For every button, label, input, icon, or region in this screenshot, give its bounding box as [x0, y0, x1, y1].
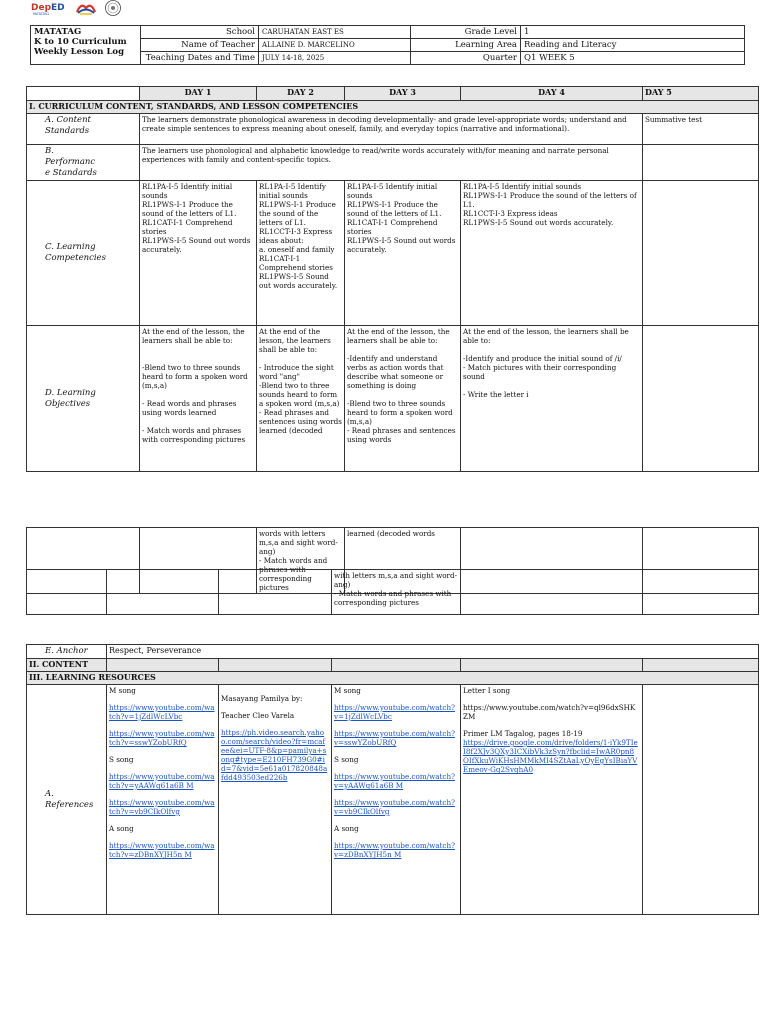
reference-text: Primer LM Tagalog, pages 18-19 — [463, 729, 583, 738]
cont-day2: words with letters m,s,a and sight word-ang) - Match words and phrases with corresponding pictures — [257, 528, 345, 594]
header-table — [30, 25, 745, 65]
reference-text — [109, 721, 216, 729]
competencies-day5 — [643, 181, 759, 326]
reference-link[interactable]: https://drive.google.com/drive/folders/1-iYk9TIeI8f2XJv3QXy3ICXibVk3zSyn?fbclid=IwAR0pn8OIfXkuWiKHsHMMkMI4SZtAaLyOyEgYsIBiaYVEmeov-Gq2SvqhA0 — [463, 738, 638, 774]
reference-text — [221, 720, 329, 728]
reference-link[interactable]: https://www.youtube.com/watch?v=sswYZobURfQ — [109, 729, 215, 747]
reference-link[interactable]: https://www.youtube.com/watch?v=sswYZobURfQ — [334, 729, 455, 747]
reference-text — [109, 816, 216, 824]
cont2-day2 — [219, 570, 332, 615]
area-label: Learning Area — [411, 39, 521, 52]
government-seal-icon — [102, 0, 124, 16]
quarter-label: Quarter — [411, 52, 521, 65]
cont-day3: learned (decoded words — [345, 528, 461, 594]
competencies-day2: RL1PA-I-5 Identify initial sounds RL1PWS-I-1 Produce the sound of the letters of L1. RL1CCT-I-3 Express ideas about: a. oneself and family RL1CAT-I-1 Comprehend stories RL1PWS-I-5 Sound out words accurately. — [257, 181, 345, 326]
reference-text: Letter I song — [463, 686, 511, 695]
day-4-header: DAY 4 — [461, 87, 643, 101]
teacher-value: ALLAINE D. MARCELINO — [259, 39, 411, 52]
day5-summative-test: Summative test — [643, 114, 759, 145]
title-line-2: K to 10 Curriculum — [34, 37, 127, 47]
objectives-day4: At the end of the lesson, the learners shall be able to: -Identify and produce the initial sound of /i/ - Match pictures with their corresponding sound - Write the letter i — [461, 326, 643, 472]
quarter-value: Q1 WEEK 5 — [521, 52, 745, 65]
school-value: CARUHATAN EAST ES — [259, 26, 411, 39]
reference-text: A song — [334, 824, 359, 833]
reference-text — [463, 721, 640, 729]
reference-link[interactable]: https://www.youtube.com/watch?v=vb9CIkOlfvg — [334, 798, 455, 816]
reference-text — [109, 747, 216, 755]
teacher-label: Name of Teacher — [141, 39, 259, 52]
reference-text — [334, 816, 458, 824]
objectives-day1: At the end of the lesson, the learners shall be able to: -Blend two to three sounds heard to form a spoken word (m,s,a) - Read words and phrases using words learned - Match words and phrases with corresponding pictures — [140, 326, 257, 472]
content-day3 — [332, 659, 461, 672]
reference-text: M song — [334, 686, 361, 695]
section-curriculum-heading: I. CURRICULUM CONTENT, STANDARDS, AND LESSON COMPETENCIES — [27, 101, 759, 114]
day-1-header: DAY 1 — [140, 87, 257, 101]
cont2-day1 — [107, 570, 219, 615]
performance-standards-day5 — [643, 145, 759, 181]
content-day5 — [643, 659, 759, 672]
reference-text — [109, 833, 216, 841]
references-day1 — [107, 685, 219, 915]
performance-standards-text: The learners use phonological and alphabetic knowledge to read/write words accurately with/for meaning and narrate personal experiences with family and content-specific topics. — [140, 145, 643, 181]
resources-table — [26, 644, 759, 915]
objectives-day2: At the end of the lesson, the learners shall be able to: - Introduce the sight word "ang" -Blend two to three sounds heard to form a spoken word (m,s,a) - Read phrases and sentences using words learned (decoded — [257, 326, 345, 472]
cont2-day3: with letters m,s,a and sight word-ang) - Match words and phrases with corresponding pictures — [332, 570, 461, 615]
section-content-heading: II. CONTENT — [27, 659, 107, 672]
references-day2 — [219, 685, 332, 915]
title-line-1: MATATAG — [34, 27, 82, 37]
reference-text: Teacher Cleo Varela — [221, 711, 295, 720]
content-standards-label: A. Content Standards — [27, 114, 140, 145]
reference-text: Masayang Pamilya by: — [221, 694, 303, 703]
svg-text:DepED: DepED — [31, 3, 65, 13]
day-5-header: DAY 5 — [643, 87, 759, 101]
content-standards-text: The learners demonstrate phonological awareness in decoding developmentally- and grade level-appropriate words; understand and create simple sentences to express meaning about oneself, family, and everyday topics (narrative and informational). — [140, 114, 643, 145]
svg-text:MATATAG: MATATAG — [33, 12, 50, 16]
cont2-day4 — [461, 570, 643, 615]
objectives-day5 — [643, 326, 759, 472]
reference-text: S song — [334, 755, 359, 764]
reference-text — [334, 695, 458, 703]
reference-link[interactable]: https://www.youtube.com/watch?v=yAAWq61a6B M — [334, 772, 455, 790]
reference-link[interactable]: https://ph.video.search.yahoo.com/search/video?fr=mcafee&ei=UTF-8&p=pamilya+song#type=E210FH739G0#id=7&vid=5e61a017820848afdd493503ed226b — [221, 728, 328, 782]
references-day5 — [643, 685, 759, 915]
reference-text — [109, 764, 216, 772]
dates-value: JULY 14-18, 2025 — [259, 52, 411, 65]
learning-competencies-label: C. Learning Competencies — [27, 181, 140, 326]
reference-link[interactable]: https://www.youtube.com/watch?v=1jZdlWcLVbc — [109, 703, 215, 721]
reference-text: S song — [109, 755, 134, 764]
reference-text: M song — [109, 686, 136, 695]
cont2-day5 — [643, 570, 759, 615]
dates-label: Teaching Dates and Time — [141, 52, 259, 65]
reference-text — [221, 686, 329, 694]
content-day2 — [219, 659, 332, 672]
references-day4 — [461, 685, 643, 915]
competencies-day3: RL1PA-I-5 Identify initial sounds RL1PWS-I-1 Produce the sound of the letters of L1. RL1CAT-I-1 Comprehend stories RL1PWS-I-5 Sound out words accurately. — [345, 181, 461, 326]
content-day1 — [107, 659, 219, 672]
content-day4 — [461, 659, 643, 672]
performance-standards-label: B. Performanc e Standards — [27, 145, 140, 181]
section-resources-heading: III. LEARNING RESOURCES — [27, 672, 759, 685]
grade-label: Grade Level — [411, 26, 521, 39]
reference-text: A song — [109, 824, 134, 833]
references-label: A. References — [27, 685, 107, 915]
reference-text: https://www.youtube.com/watch?v=ql96dxSHKZM — [463, 703, 636, 721]
reference-text — [109, 695, 216, 703]
reference-text — [334, 790, 458, 798]
title-line-3: Weekly Lesson Log — [34, 47, 125, 57]
reference-text — [334, 747, 458, 755]
reference-text — [334, 721, 458, 729]
reference-text — [221, 703, 329, 711]
references-day3 — [332, 685, 461, 915]
area-value: Reading and Literacy — [521, 39, 745, 52]
deped-logo — [30, 0, 72, 16]
objectives-continued-table-2 — [26, 569, 759, 615]
day-3-header: DAY 3 — [345, 87, 461, 101]
reference-text — [109, 790, 216, 798]
reference-link[interactable]: https://www.youtube.com/watch?v=vb9CIkOlfvg — [109, 798, 215, 816]
learning-objectives-label: D. Learning Objectives — [27, 326, 140, 472]
reference-text — [463, 695, 640, 703]
reference-link[interactable]: https://www.youtube.com/watch?v=zDBnXYJH5n M — [334, 841, 455, 859]
grade-value: 1 — [521, 26, 745, 39]
empty-corner — [27, 87, 140, 101]
reference-text — [334, 833, 458, 841]
reference-text — [334, 764, 458, 772]
anchor-text: Respect, Perseverance — [107, 645, 759, 659]
reference-link[interactable]: https://www.youtube.com/watch?v=zDBnXYJH5n M — [109, 841, 215, 859]
competencies-day4: RL1PA-I-5 Identify initial sounds RL1PWS-I-1 Produce the sound of the letters of L1. RL1CCT-I-3 Express ideas RL1PWS-I-5 Sound out words accurately. — [461, 181, 643, 326]
log-title — [31, 26, 141, 65]
day-2-header: DAY 2 — [257, 87, 345, 101]
reference-link[interactable]: https://www.youtube.com/watch?v=1jZdlWcLVbc — [334, 703, 455, 721]
school-label: School — [141, 26, 259, 39]
reference-link[interactable]: https://www.youtube.com/watch?v=yAAWq61a6B M — [109, 772, 215, 790]
lesson-log-table — [26, 86, 759, 472]
cont2-label-cell — [27, 570, 107, 615]
competencies-day1: RL1PA-I-5 Identify initial sounds RL1PWS-I-1 Produce the sound of the letters of L1. RL1CAT-I-1 Comprehend stories RL1PWS-I-5 Sound out words accurately. — [140, 181, 257, 326]
anchor-label: E. Anchor — [27, 645, 107, 659]
objectives-day3: At the end of the lesson, the learners shall be able to: -Identify and understand verbs as action words that describe what someone or something is doing -Blend two to three sounds heard to form a spoken word (m,s,a) - Read phrases and sentences using words — [345, 326, 461, 472]
matatag-logo — [75, 0, 97, 16]
